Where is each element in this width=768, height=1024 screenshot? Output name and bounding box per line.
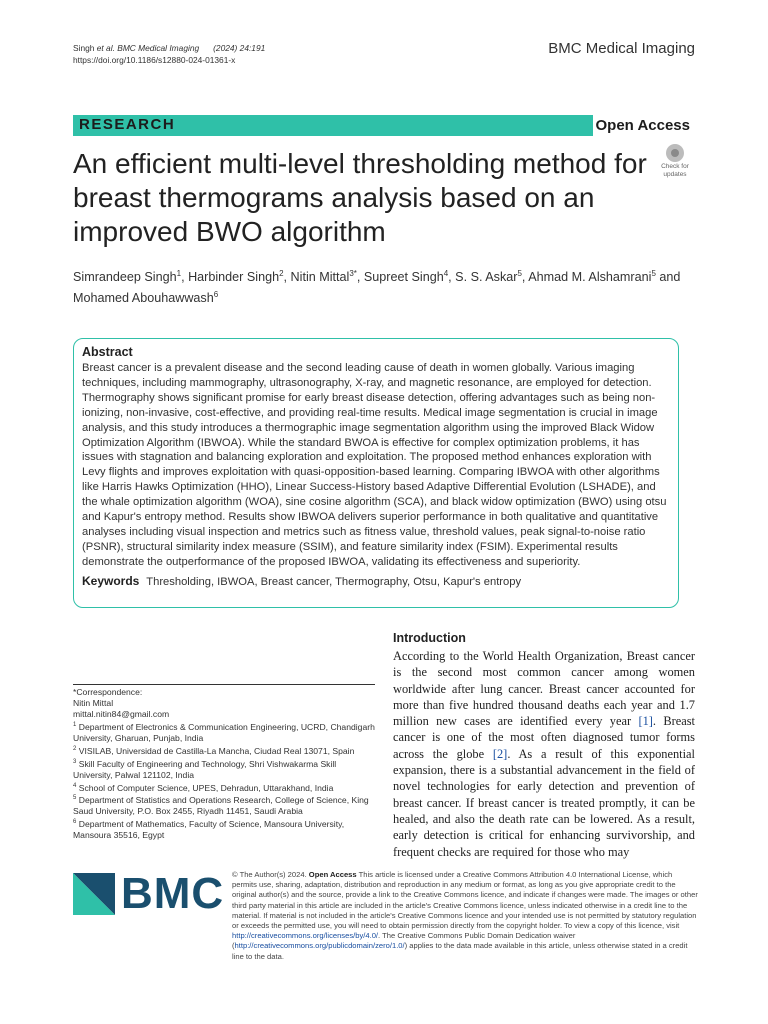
correspondence-label: *Correspondence: [73, 687, 143, 697]
author-name: Ahmad M. Alshamrani [528, 270, 652, 285]
citation-author: Singh [73, 43, 95, 53]
author-name: Simrandeep Singh [73, 270, 177, 285]
affiliation-item [73, 744, 375, 757]
affiliation-sup: 1 [73, 722, 77, 728]
affiliation-item [73, 793, 375, 817]
author-affiliation-sup: 4 [443, 269, 449, 278]
author-list: Simrandeep Singh$^1$, Harbinder Singh$^2$, Nitin Mittal$^{3*}$, Supreet Singh$^4$, S. S. Askar$^5$, Ahmad M. Alshamrani$^5$ and Mohamed Abouhawwash$^6$ [73, 269, 681, 306]
affiliation-sup: 2 [73, 745, 77, 752]
citation-block [73, 42, 265, 66]
badge-line1: Check for [661, 163, 689, 170]
reference-link[interactable]: [2] [492, 746, 508, 761]
check-updates-icon [666, 144, 684, 162]
keywords-label: Keywords [82, 573, 140, 588]
license-part: ) applies to the data made available in this article, unless otherwise stated in a credit line to the data. [232, 941, 688, 961]
correspondence-email[interactable]: mittal.nitin84@gmail.com [73, 709, 170, 719]
bmc-logo-icon [73, 873, 115, 915]
author-name: Harbinder Singh [188, 270, 280, 285]
check-for-updates-badge[interactable] [655, 142, 695, 182]
affiliation-item [73, 781, 375, 794]
abstract-box [73, 338, 679, 608]
journal-name: BMC Medical Imaging [548, 40, 695, 57]
affiliation-item [73, 817, 375, 841]
keywords-text: Thresholding, IBWOA, Breast cancer, Thermography, Otsu, Kapur's entropy [146, 575, 522, 588]
article-type-label: RESEARCH [79, 116, 176, 133]
license-part: . The Creative Commons Public Domain Dedication waiver ( [232, 931, 576, 951]
correspondence-name: Nitin Mittal [73, 698, 114, 708]
affiliation-text: VISILAB, Universidad de Castilla-La Mancha, Ciudad Real 13071, Spain [76, 745, 355, 756]
author-affiliation-sup: 5 [517, 269, 522, 278]
author-name: Mohamed Abouhawwash [73, 291, 214, 306]
license-open-access: Open Access [308, 870, 357, 879]
license-link[interactable]: http://creativecommons.org/publicdomain/zero/1.0/ [234, 941, 405, 951]
authors-and: and [659, 270, 681, 285]
affiliation-text: Skill Faculty of Engineering and Technology, Shri Vishwakarma Skill University, Palwal 121102, India [73, 758, 337, 780]
intro-part: According to the World Health Organization, Breast cancer is the second most common cancer among women worldwide after lung cancer. Breast cancer accounted for more than five hundred thousand deaths each year and 1.7 million new cases are identified every year [393, 649, 695, 729]
intro-part: . Breast cancer is one of the most often diagnosed tumor forms across the globe [393, 714, 695, 761]
footnote-divider [73, 684, 375, 685]
affiliation-item [73, 757, 375, 781]
license-link[interactable]: http://creativecommons.org/licenses/by/4.0/ [232, 931, 379, 941]
affiliation-sup: 4 [73, 782, 77, 789]
correspondence-block [73, 687, 375, 841]
affiliation-sup: 5 [73, 795, 77, 802]
introduction-text [393, 648, 695, 860]
intro-part: . As a result of this exponential expansion, there is a substantial advancement in the field of novel technologies for early detection and prevention of breast cancer. If breast cancer is treated promptly, it can be healed, and also the death rate can be lowered. As a result, early detection is critical for enhancing survivorship, and frequent checks are required for those who may [393, 746, 695, 859]
reference-link[interactable]: [1] [638, 714, 653, 729]
affiliation-sup: 6 [73, 819, 77, 826]
doi-link[interactable]: https://doi.org/10.1186/s12880-024-01361-x [73, 55, 236, 65]
author-name: Nitin Mittal [290, 270, 350, 285]
keywords-line [82, 574, 670, 588]
author-affiliation-sup: 2 [279, 269, 284, 278]
license-part: This article is licensed under a Creative Commons Attribution 4.0 International License, which permits use, sharing, adaptation, distribution and reproduction in any medium or format, as long as you give appropriate credit to the original author(s) and the source, provide a link to the Creative Commons licence, and indicate if changes were made. The images or other third party material in this article are included in the article's Creative Commons licence, unless indicated otherwise in a credit line to the material. If material is not included in the article's Creative Commons licence and your intended use is not permitted by statutory regulation or exceeds the permitted use, you will need to obtain permission directly from the copyright holder. To view a copy of this licence, visit [232, 870, 698, 931]
citation-journal: et al. BMC Medical Imaging [96, 43, 200, 53]
open-access-badge [593, 115, 694, 136]
author-name: Supreet Singh [363, 270, 444, 285]
author-name: S. S. Askar [455, 270, 518, 285]
author-affiliation-sup: 1 [176, 269, 182, 278]
open-access-label: Open Access [595, 117, 690, 134]
affiliation-text: Department of Mathematics, Faculty of Science, Mansoura University, Mansoura 35516, Egypt [73, 819, 345, 841]
author-affiliation-sup: 3* [349, 269, 357, 278]
abstract-heading: Abstract [82, 345, 133, 359]
article-title: An efficient multi-level thresholding method for breast thermograms analysis based on an improved BWO algorithm [73, 148, 647, 247]
author-affiliation-sup: 6 [213, 290, 219, 300]
abstract-text: Breast cancer is a prevalent disease and the second leading cause of death in women globally. Various imaging techniques, including mammography, ultrasonography, X-ray, and magnetic resonance, are employed for detection. Thermography shows significant promise for early breast disease detection, offering advantages such as being non-ionizing, non-invasive, cost-effective, and providing real-time results. Medical image segmentation is crucial in image analysis, and this study introduces a thermographic image segmentation algorithm using the improved Black Widow Optimization Algorithm (IBWOA). While the standard BWOA is effective for complex optimization problems, it has issues with stagnation and balancing exploration and exploitation. The proposed method enhances exploration with Levy flights and improves exploitation with quasi-opposition-based learning. Comparing IBWOA with other algorithms like Harris Hawks Optimization (HHO), Linear Success-History based Adaptive Differential Evolution (LSHADE), and the whale optimization algorithm (WOA), sine cosine algorithm (SCA), and black widow optimization (BWO) using otsu and Kapur's entropy method. Results show IBWOA delivers superior performance in both qualitative and quantitative analyses including visual inspection and metrics such as fitness value, threshold values, peak signal-to-noise ratio (PSNR), structural similarity index measure (SSIM), and feature similarity index (FSIM). Experimental results demonstrate the outperformance of the proposed IBWOA, validating its effectiveness and superiority. [82, 362, 667, 568]
affiliation-text: School of Computer Science, UPES, Dehradun, Uttarakhand, India [76, 782, 334, 793]
license-part: © The Author(s) 2024. [232, 870, 309, 879]
affiliation-text: Department of Statistics and Operations Research, College of Science, King Saud University, P.O. Box 2455, Riyadh 11451, Saudi Arabia [73, 795, 369, 817]
bmc-logo [73, 869, 225, 918]
citation-year: (2024) 24:191 [213, 43, 266, 53]
bmc-logo-text: BMC [121, 869, 225, 918]
affiliation-item [73, 720, 375, 744]
author-affiliation-sup: 5 [651, 269, 656, 278]
introduction-heading: Introduction [393, 631, 466, 645]
badge-line2: updates [663, 170, 687, 178]
affiliation-sup: 3 [73, 758, 77, 765]
license-text [232, 870, 698, 962]
affiliation-text: Department of Electronics & Communication Engineering, UCRD, Chandigarh University, Gharuan, Punjab, India [73, 721, 375, 743]
